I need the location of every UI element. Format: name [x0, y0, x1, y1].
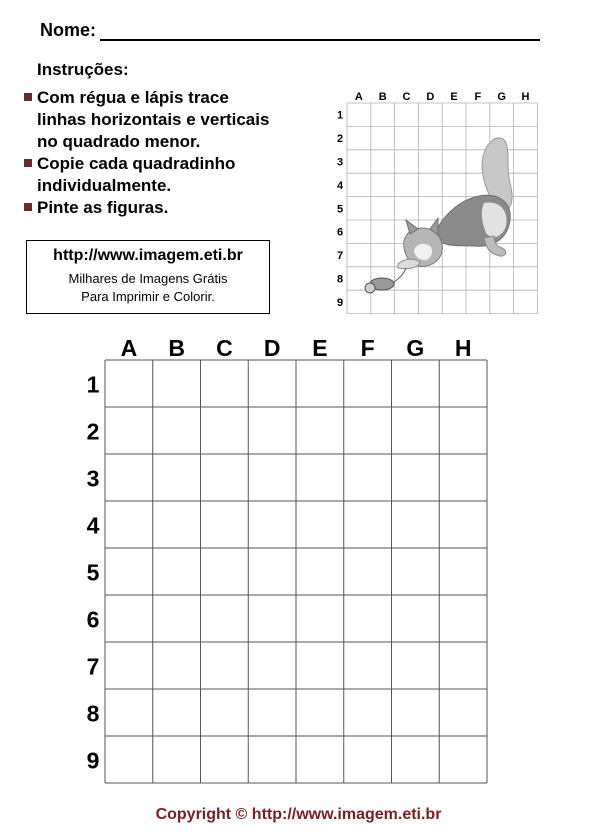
mini-row-label: 7 — [336, 250, 344, 263]
mini-column-label: A — [354, 91, 363, 103]
column-label: D — [263, 335, 281, 361]
mini-row-label: 5 — [336, 203, 344, 216]
mini-column-label: C — [402, 91, 411, 103]
mini-row-label: 9 — [336, 296, 344, 309]
row-label: 3 — [86, 465, 100, 492]
reference-grid — [334, 88, 544, 318]
website-url[interactable]: http://www.imagem.eti.br — [53, 247, 243, 264]
column-label: E — [312, 335, 328, 361]
row-label: 8 — [86, 700, 100, 727]
row-label: 7 — [86, 653, 100, 680]
instruction-text: Com régua e lápis trace — [37, 88, 229, 107]
row-label: 4 — [86, 512, 100, 539]
row-label: 6 — [86, 606, 100, 633]
row-label: 9 — [86, 747, 100, 774]
column-label: A — [120, 335, 138, 361]
mini-row-label: 2 — [336, 133, 344, 146]
row-label: 1 — [86, 371, 100, 398]
instruction-text: Copie cada quadradinho — [37, 154, 236, 173]
copyright-footer: Copyright © http://www.imagem.eti.br — [155, 806, 442, 823]
instruction-text: individualmente. — [37, 176, 172, 195]
mini-row-label: 4 — [336, 179, 344, 192]
mini-column-label: B — [378, 91, 387, 103]
row-label: 2 — [86, 418, 100, 445]
mouse-head — [365, 283, 375, 293]
website-tagline-1: Milhares de Imagens Grátis — [68, 271, 228, 286]
mini-column-label: D — [426, 91, 435, 103]
instruction-text: Pinte as figuras. — [37, 198, 169, 217]
instructions-title: Instruções: — [37, 60, 129, 79]
bullet-square-icon — [24, 93, 32, 101]
mini-row-label: 8 — [336, 273, 344, 286]
reference-image — [334, 88, 544, 318]
mini-column-label: F — [474, 91, 482, 103]
instruction-text: linhas horizontais e verticais — [37, 110, 270, 129]
drawing-grid[interactable] — [0, 330, 597, 790]
bullet-square-icon — [24, 159, 32, 167]
column-label: C — [216, 335, 233, 361]
column-label: B — [168, 335, 185, 361]
bullet-square-icon — [24, 203, 32, 211]
name-label: Nome: — [40, 20, 97, 40]
column-label: G — [406, 335, 425, 361]
cat-paws — [398, 259, 420, 269]
website-tagline-2: Para Imprimir e Colorir. — [81, 289, 215, 304]
instruction-text: no quadrado menor. — [37, 132, 201, 151]
mouse-tail — [394, 268, 406, 282]
mini-column-label: G — [497, 91, 506, 103]
mini-row-label: 3 — [336, 156, 344, 169]
row-label: 5 — [86, 559, 100, 586]
column-label: H — [454, 335, 472, 361]
website-box — [26, 240, 270, 314]
column-label: F — [360, 335, 375, 361]
mini-column-label: E — [450, 91, 458, 103]
mini-column-label: H — [521, 91, 530, 103]
mini-row-label: 6 — [336, 226, 344, 239]
mini-row-label: 1 — [336, 109, 344, 122]
name-line[interactable] — [100, 39, 540, 41]
